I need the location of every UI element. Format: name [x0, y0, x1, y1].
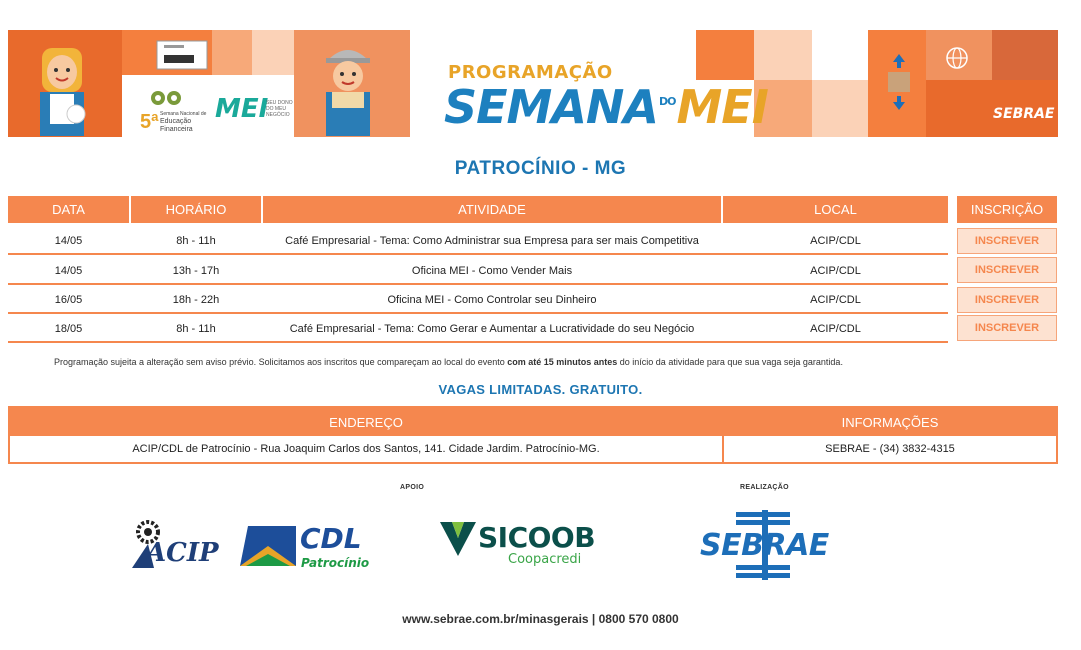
- cell-local: ACIP/CDL: [810, 322, 861, 335]
- apoio-label: APOIO: [400, 484, 425, 491]
- box-arrows-icon: [884, 52, 914, 112]
- globe-icon: [945, 46, 969, 70]
- banner-mei: MEI: [676, 80, 768, 134]
- cdl-subtitle: Patrocínio: [301, 556, 370, 570]
- header-inscricao: INSCRIÇÃO: [957, 196, 1057, 223]
- banner-block: [696, 30, 754, 80]
- cell-local: ACIP/CDL: [810, 293, 861, 306]
- footer-contact: www.sebrae.com.br/minasgerais | 0800 570 0800: [402, 612, 679, 626]
- cell-data: 14/05: [54, 234, 83, 247]
- inscrever-button[interactable]: INSCREVER: [957, 315, 1057, 341]
- cell-atividade: Oficina MEI - Como Vender Mais: [411, 264, 573, 277]
- banner-semana: SEMANA: [444, 80, 659, 134]
- info-text: SEBRAE - (34) 3832-4315: [825, 443, 955, 455]
- cell-local: ACIP/CDL: [810, 234, 861, 247]
- mei-logo: MEI: [215, 94, 269, 124]
- note-part1: Programação sujeita a alteração sem aviso prévio. Solicitamos aos inscritos que compareçam ao local do evento: [54, 357, 508, 367]
- table-row: [8, 256, 948, 285]
- cell-local: ACIP/CDL: [810, 264, 861, 277]
- cell-data: 14/05: [54, 264, 83, 277]
- note-part2: do início da atividade para que sua vaga seja garantida.: [617, 357, 843, 367]
- edu-line1: Educação: [160, 118, 192, 125]
- banner-sebrae-logo: SEBRAE: [993, 106, 1055, 122]
- sebrae-logo: SEBRAE: [700, 528, 829, 563]
- cell-horario: 18h - 22h: [172, 293, 220, 306]
- vagas-banner: VAGAS LIMITADAS. GRATUITO.: [438, 382, 643, 397]
- cell-atividade: Café Empresarial - Tema: Como Administrar sua Empresa para ser mais Competitiva: [285, 234, 699, 247]
- acip-logo: ACIP: [146, 538, 219, 568]
- cell-data: 18/05: [54, 322, 83, 335]
- cell-horario: 13h - 17h: [172, 264, 220, 277]
- sicoob-logo: SICOOB: [478, 521, 596, 554]
- worker-illustration: [318, 42, 378, 136]
- mei-subtitle: SEU DONO DO MEU NEGÓCIO: [266, 100, 293, 118]
- banner-do: DO: [659, 95, 676, 108]
- banner-block: [992, 30, 1058, 80]
- cell-horario: 8h - 11h: [176, 322, 216, 335]
- table-row: [8, 226, 948, 255]
- cdl-emblem-icon: [238, 524, 298, 568]
- city-title: PATROCÍNIO - MG: [454, 158, 627, 179]
- inscrever-button[interactable]: INSCREVER: [957, 287, 1057, 313]
- banner-block: [252, 30, 294, 75]
- realizacao-label: REALIZAÇÃO: [740, 484, 789, 491]
- address-text: ACIP/CDL de Patrocínio - Rua Joaquim Carlos dos Santos, 141. Cidade Jardim. Patrocínio-MG.: [132, 443, 600, 455]
- sicoob-subtitle: Coopacredi: [508, 552, 582, 567]
- cell-atividade: Oficina MEI - Como Controlar seu Dinheiro: [387, 293, 597, 306]
- header-atividade: ATIVIDADE: [263, 196, 721, 223]
- header-local: LOCAL: [723, 196, 948, 223]
- header-banner: [8, 30, 1058, 137]
- edu-line2: Financeira: [160, 126, 193, 133]
- woman-illustration: [32, 44, 102, 136]
- cell-data: 16/05: [54, 293, 83, 306]
- address-table: [8, 406, 1058, 464]
- edu-number: 5ª: [140, 111, 159, 133]
- owl-icon: [148, 88, 188, 112]
- cdl-logo: CDL: [300, 522, 362, 555]
- banner-block: [212, 30, 252, 75]
- sicoob-emblem-icon: [440, 522, 476, 556]
- cell-atividade: Café Empresarial - Tema: Como Gerar e Aumentar a Lucratividade do seu Negócio: [289, 322, 695, 335]
- table-row: [8, 285, 948, 314]
- header-endereco: ENDEREÇO: [10, 408, 722, 436]
- banner-programacao: PROGRAMAÇÃO: [448, 62, 613, 83]
- inscrever-button[interactable]: INSCREVER: [957, 257, 1057, 283]
- banner-semana-title: [444, 80, 768, 134]
- header-horario: HORÁRIO: [131, 196, 261, 223]
- schedule-note: [54, 357, 843, 367]
- edu-small: Semana Nacional de: [160, 111, 207, 117]
- note-bold: com até 15 minutos antes: [507, 357, 618, 367]
- inscrever-button[interactable]: INSCREVER: [957, 228, 1057, 254]
- banner-block: [754, 30, 812, 80]
- banner-block: [812, 80, 868, 137]
- table-row: [8, 314, 948, 343]
- cell-horario: 8h - 11h: [176, 234, 216, 247]
- header-data: DATA: [8, 196, 129, 223]
- header-informacoes: INFORMAÇÕES: [724, 408, 1056, 436]
- receipt-icon: [156, 40, 208, 70]
